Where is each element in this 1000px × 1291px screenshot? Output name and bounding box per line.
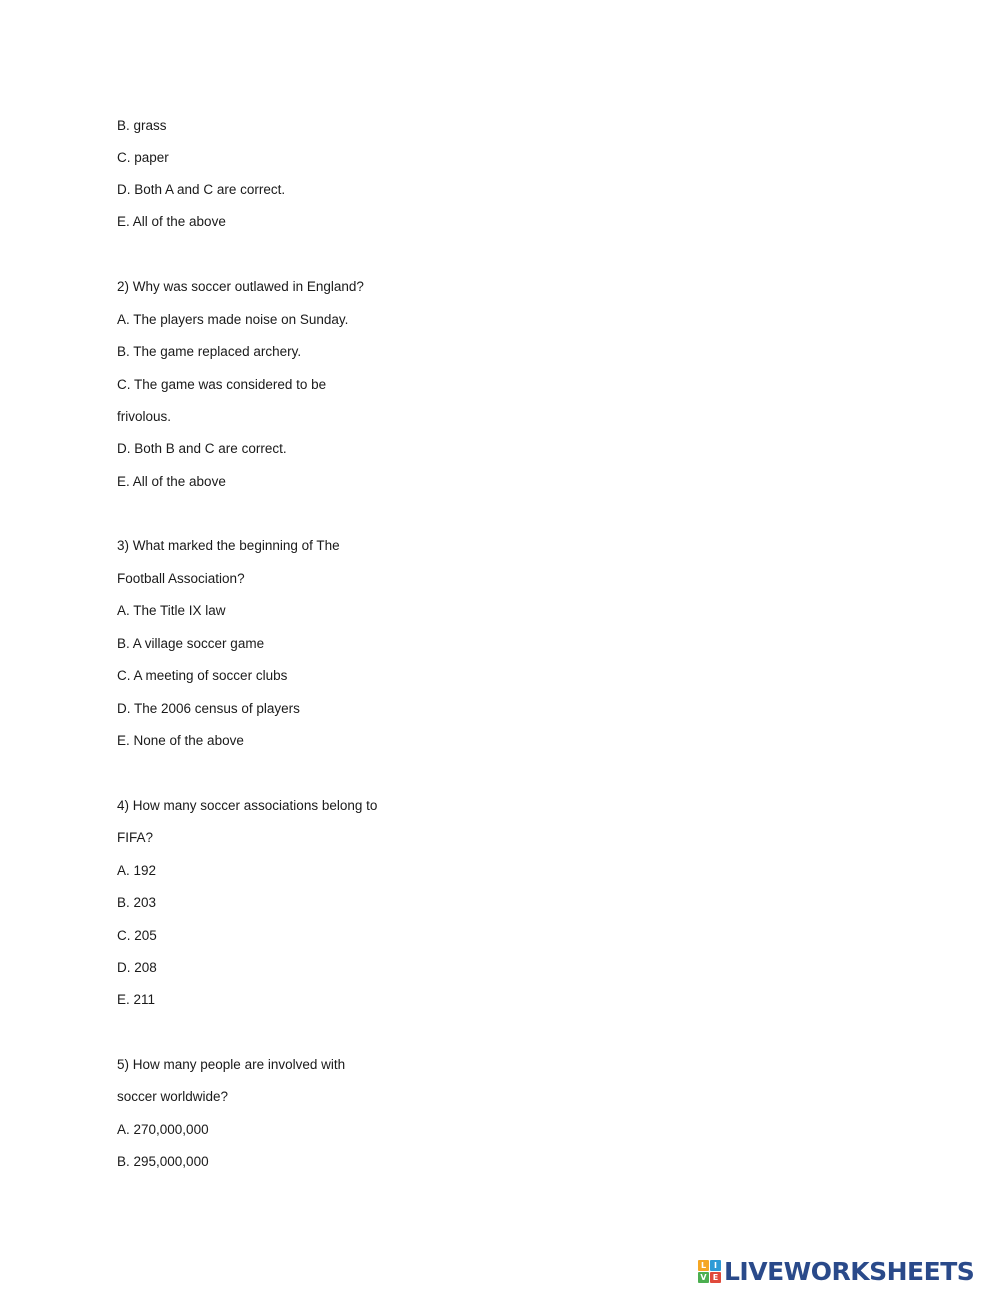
answer-option: B. 295,000,000 — [117, 1154, 209, 1169]
answer-option: D. Both A and C are correct. — [117, 182, 286, 197]
question-text-continued: FIFA? — [117, 830, 154, 845]
answer-option: B. A village soccer game — [117, 636, 265, 651]
question-text: 4) How many soccer associations belong to — [117, 798, 378, 813]
answer-option: E. None of the above — [117, 733, 244, 748]
question-text: 2) Why was soccer outlawed in England? — [117, 279, 364, 294]
logo-block: L — [698, 1260, 709, 1271]
question-text: 3) What marked the beginning of The — [117, 538, 340, 553]
logo-text: LIVEWORKSHEETS — [724, 1256, 975, 1286]
answer-option: A. The players made noise on Sunday. — [117, 312, 349, 327]
liveworksheets-logo — [698, 1256, 974, 1286]
answer-option-continued: frivolous. — [117, 409, 172, 424]
answer-option: C. A meeting of soccer clubs — [117, 668, 288, 683]
answer-option: D. The 2006 census of players — [117, 701, 300, 716]
answer-option: D. Both B and C are correct. — [117, 441, 287, 456]
answer-option: D. 208 — [117, 960, 157, 975]
answer-option: B. 203 — [117, 895, 157, 910]
answer-option: C. paper — [117, 150, 169, 165]
answer-option: A. The Title IX law — [117, 603, 226, 618]
question-text: 5) How many people are involved with — [117, 1057, 346, 1072]
answer-option: C. 205 — [117, 928, 157, 943]
answer-option: B. The game replaced archery. — [117, 344, 302, 359]
answer-option: E. All of the above — [117, 214, 226, 229]
logo-block: V — [698, 1272, 709, 1283]
logo-block: I — [710, 1260, 721, 1271]
answer-option: A. 270,000,000 — [117, 1122, 209, 1137]
question-text-continued: soccer worldwide? — [117, 1089, 229, 1104]
logo-mark-icon — [698, 1260, 721, 1283]
answer-option: E. 211 — [117, 992, 156, 1007]
answer-option: E. All of the above — [117, 474, 226, 489]
answer-option: A. 192 — [117, 863, 157, 878]
question-text-continued: Football Association? — [117, 571, 245, 586]
answer-option: B. grass — [117, 118, 167, 133]
logo-block: E — [710, 1272, 721, 1283]
answer-option: C. The game was considered to be — [117, 377, 327, 392]
